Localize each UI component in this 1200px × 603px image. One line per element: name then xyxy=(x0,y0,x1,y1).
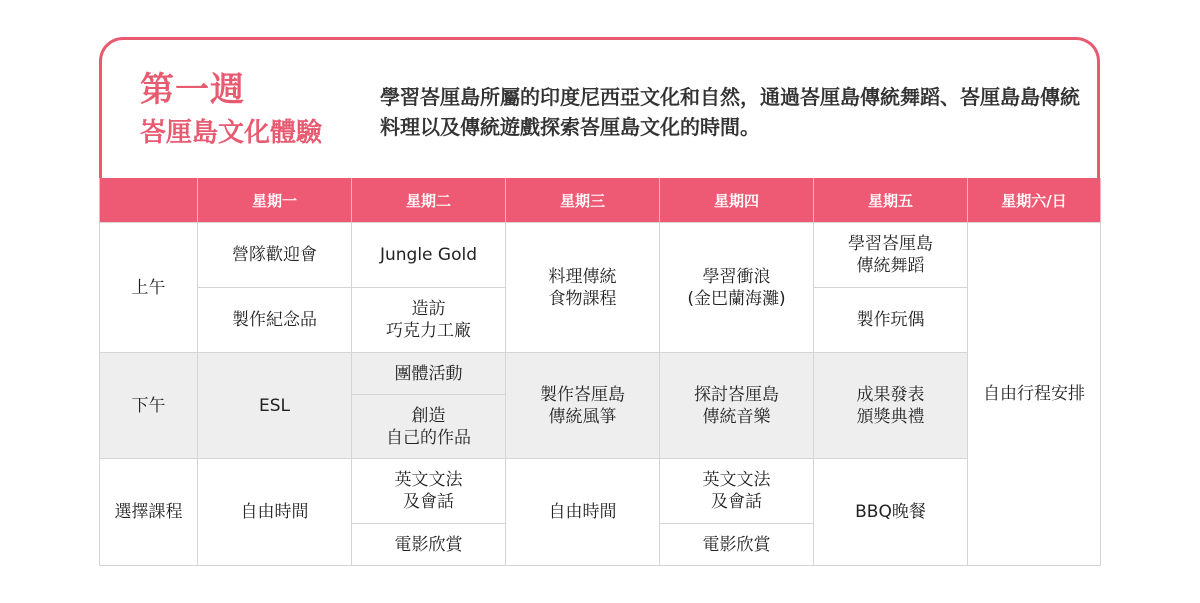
header-wednesday: 星期三 xyxy=(506,178,660,223)
row-label-elective: 選擇課程 xyxy=(100,459,198,566)
week-title: 第一週 xyxy=(140,70,245,110)
cell-weekend: 自由行程安排 xyxy=(968,223,1101,566)
cell-morning-thu: 學習衝浪 (金巴蘭海灘) xyxy=(660,223,814,353)
program-description: 學習峇厘島所屬的印度尼西亞文化和自然，通過峇厘島傳統舞蹈、峇厘島島傳統料理以及傳統遊戲探索峇厘島文化的時間。 xyxy=(380,85,1080,139)
header-monday: 星期一 xyxy=(198,178,352,223)
cell-morning-mon-2: 製作紀念品 xyxy=(198,288,352,353)
cell-afternoon-tue-2: 創造 自己的作品 xyxy=(352,395,506,459)
cell-afternoon-fri: 成果發表 頒獎典禮 xyxy=(814,353,968,459)
row-label-afternoon: 下午 xyxy=(100,353,198,459)
cell-morning-fri-2: 製作玩偶 xyxy=(814,288,968,353)
cell-afternoon-wed: 製作峇厘島 傳統風箏 xyxy=(506,353,660,459)
cell-morning-tue-1: Jungle Gold xyxy=(352,223,506,288)
cell-afternoon-mon: ESL xyxy=(198,353,352,459)
schedule-table xyxy=(99,178,1101,566)
cell-morning-fri-1: 學習峇厘島 傳統舞蹈 xyxy=(814,223,968,288)
header-friday: 星期五 xyxy=(814,178,968,223)
cell-afternoon-thu: 探討峇厘島 傳統音樂 xyxy=(660,353,814,459)
cell-elective-wed: 自由時間 xyxy=(506,459,660,566)
header-tuesday: 星期二 xyxy=(352,178,506,223)
cell-elective-mon: 自由時間 xyxy=(198,459,352,566)
cell-elective-thu-1: 英文文法 及會話 xyxy=(660,459,814,524)
table-row xyxy=(100,223,1101,288)
cell-morning-tue-2: 造訪 巧克力工廠 xyxy=(352,288,506,353)
cell-elective-fri: BBQ晚餐 xyxy=(814,459,968,566)
cell-elective-tue-2: 電影欣賞 xyxy=(352,524,506,566)
row-label-morning: 上午 xyxy=(100,223,198,353)
cell-morning-wed: 料理傳統 食物課程 xyxy=(506,223,660,353)
cell-morning-mon-1: 營隊歡迎會 xyxy=(198,223,352,288)
table-row xyxy=(100,353,1101,395)
table-header-row xyxy=(100,178,1101,223)
cell-afternoon-tue-1: 團體活動 xyxy=(352,353,506,395)
header-blank xyxy=(100,178,198,223)
header-thursday: 星期四 xyxy=(660,178,814,223)
table-row xyxy=(100,459,1101,524)
header-weekend: 星期六/日 xyxy=(968,178,1101,223)
program-title: 峇厘島文化體驗 xyxy=(140,118,323,148)
cell-elective-tue-1: 英文文法 及會話 xyxy=(352,459,506,524)
cell-elective-thu-2: 電影欣賞 xyxy=(660,524,814,566)
